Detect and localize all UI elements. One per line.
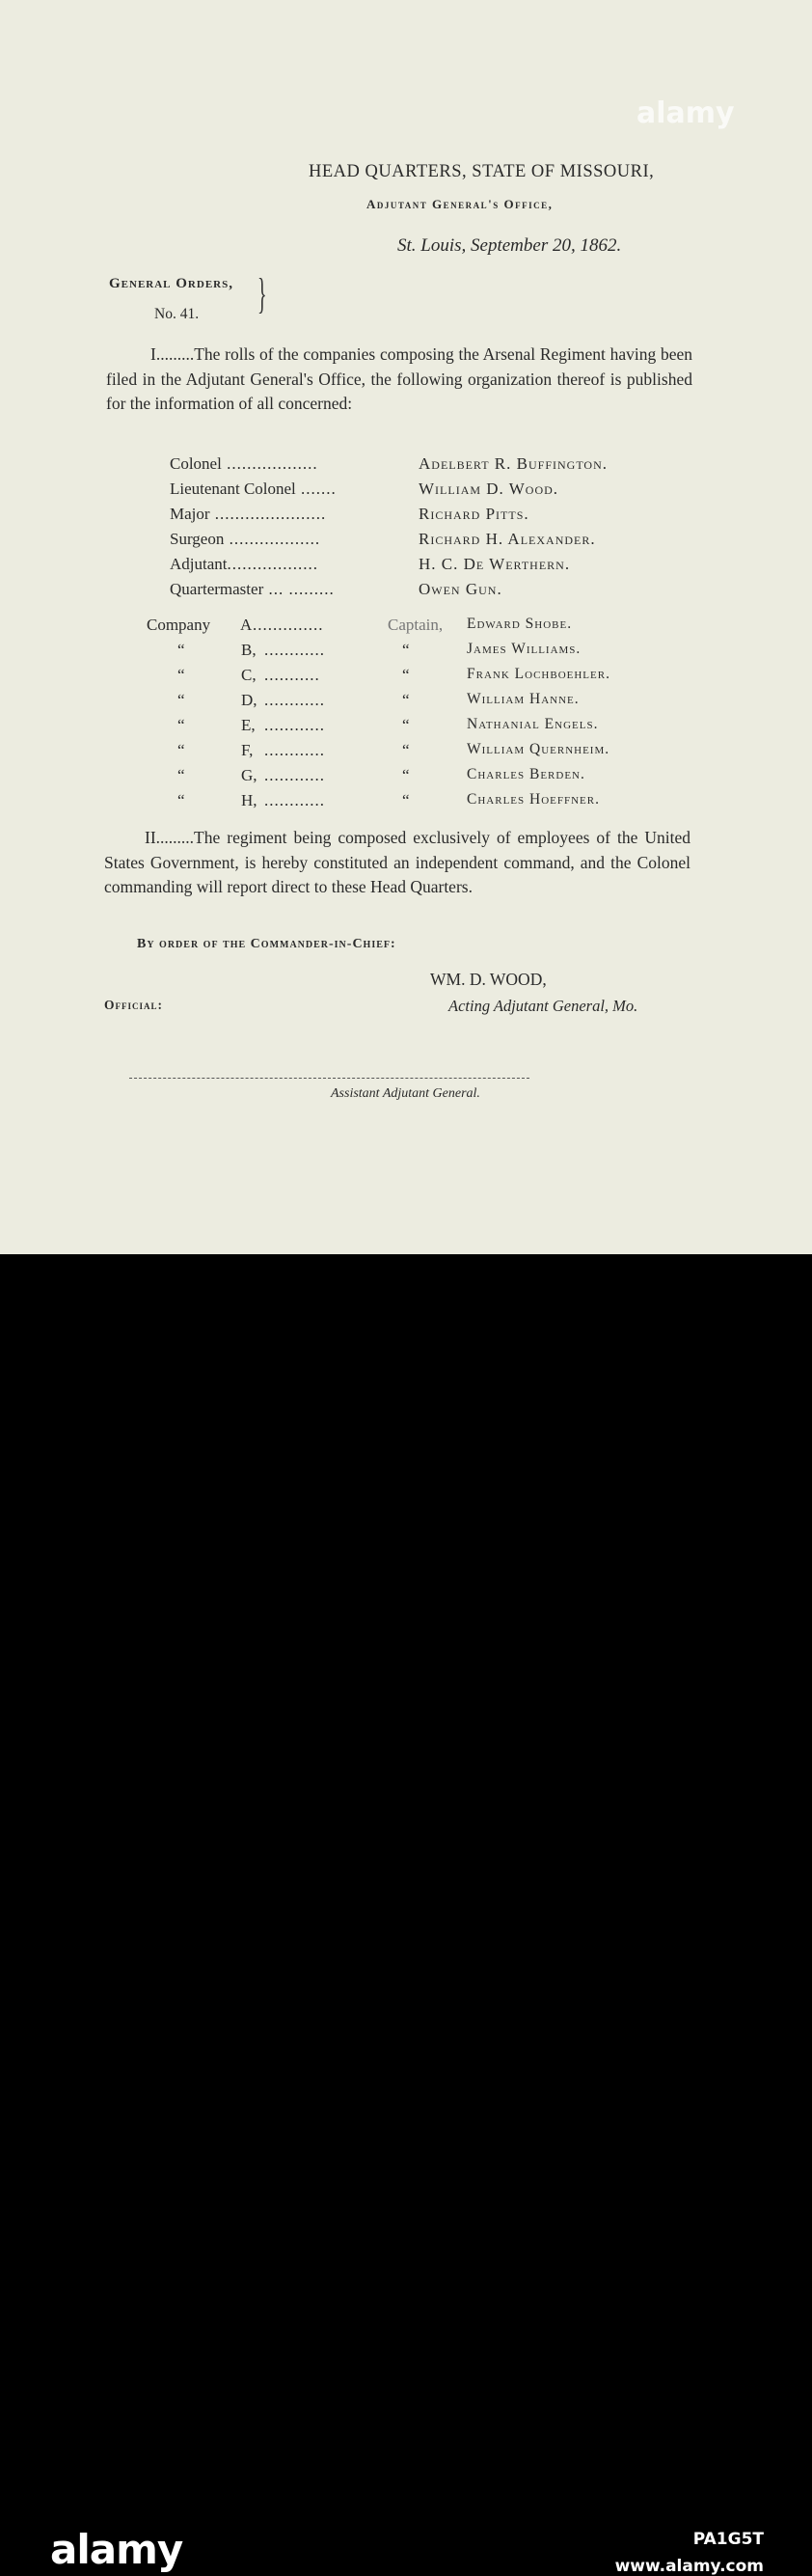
captain-name: Edward Shobe.: [467, 616, 573, 632]
ditto-mark: “: [177, 641, 185, 659]
headquarters-title: HEAD QUARTERS, STATE OF MISSOURI,: [309, 162, 655, 181]
officer-title: Lieutenant Colonel: [170, 480, 296, 498]
general-orders-label: General Orders,: [109, 276, 233, 291]
officer-row: [170, 480, 337, 499]
leader-dots: ..................: [221, 454, 318, 473]
by-order-line: By order of the Commander-in-Chief:: [137, 937, 396, 951]
leader-dots: ............: [264, 716, 325, 734]
signer-name: WM. D. WOOD,: [430, 970, 547, 989]
leader-dots: ............: [264, 791, 325, 809]
officer-row: [170, 555, 318, 574]
officer-title: Surgeon: [170, 530, 225, 548]
company-letter: H,: [241, 791, 257, 809]
company-letter: A: [240, 616, 253, 634]
captain-name: William Quernheim.: [467, 741, 610, 757]
document-page: [0, 0, 812, 1254]
stock-footer-bar: [0, 1254, 812, 2576]
captain-label: Captain,: [388, 616, 444, 634]
paragraph-one: [106, 343, 692, 417]
paragraph-two-text: The regiment being composed exclusively of employees of the United States Government, is hereby constituted an independent command, and the Colonel commanding will report direct to these Head Quarters.: [104, 828, 690, 896]
leader-dots: ..............: [253, 616, 324, 634]
paragraph-one-text: The rolls of the companies composing the Arsenal Regiment having been filed in the Adjutant General's Office, the following organization thereof is published for the information of all concerned:: [106, 344, 692, 413]
leader-dots: ............: [264, 641, 325, 659]
site-url: www.alamy.com: [614, 2557, 764, 2576]
officer-row: [170, 530, 320, 549]
ditto-mark: “: [177, 716, 185, 734]
ditto-mark: “: [402, 741, 410, 759]
officer-name: Owen Gun.: [419, 580, 502, 598]
company-label: Company: [147, 616, 211, 634]
officer-name: Adelbert R. Buffington.: [419, 454, 609, 473]
officer-row: [170, 505, 326, 524]
captain-name: Charles Hoeffner.: [467, 791, 600, 808]
order-number: No. 41.: [154, 306, 200, 322]
ditto-mark: “: [177, 791, 185, 809]
office-subtitle: Adjutant General's Office,: [366, 197, 554, 211]
officer-title: Quartermaster: [170, 580, 264, 598]
leader-dots: .......: [295, 480, 337, 498]
company-letter: E,: [241, 716, 256, 734]
officer-row: [170, 454, 318, 474]
ditto-mark: “: [177, 766, 185, 784]
captain-name: Nathanial Engels.: [467, 716, 599, 732]
image-id: PA1G5T: [692, 2530, 764, 2549]
company-letter: C,: [241, 666, 257, 684]
signer-title: Acting Adjutant General, Mo.: [448, 997, 638, 1015]
officer-title: Adjutant: [170, 555, 228, 573]
officer-name: H. C. De Werthern.: [419, 555, 571, 573]
ditto-mark: “: [402, 791, 410, 809]
captain-name: Frank Lochboehler.: [467, 666, 610, 682]
ditto-mark: “: [402, 716, 410, 734]
signature-line: [129, 1078, 529, 1079]
officer-name: Richard Pitts.: [419, 505, 529, 523]
company-letter: D,: [241, 691, 257, 709]
ditto-mark: “: [177, 741, 185, 759]
leader-dots: ............: [264, 741, 325, 759]
company-letter: F,: [241, 741, 254, 759]
ditto-mark: “: [402, 641, 410, 659]
leader-dots: ... .........: [263, 580, 335, 598]
brace-icon: }: [257, 270, 267, 317]
paragraph-two: [104, 826, 690, 900]
leader-dots: ............: [264, 691, 325, 709]
alamy-logo: alamy: [50, 2526, 183, 2573]
watermark-logo: alamy: [636, 96, 735, 130]
officer-name: Richard H. Alexander.: [419, 530, 596, 548]
official-label: Official:: [104, 998, 163, 1012]
officer-title: Major: [170, 505, 210, 523]
leader-dots: ............: [264, 766, 325, 784]
date-line: St. Louis, September 20, 1862.: [397, 235, 622, 256]
ditto-mark: “: [402, 766, 410, 784]
ditto-mark: “: [177, 666, 185, 684]
captain-name: James Williams.: [467, 641, 582, 657]
officer-name: William D. Wood.: [419, 480, 559, 498]
captain-name: Charles Berden.: [467, 766, 585, 782]
leader-dots: ...........: [264, 666, 320, 684]
paragraph-one-numeral: I.........: [150, 344, 195, 364]
officer-title: Colonel: [170, 454, 222, 473]
company-letter: B,: [241, 641, 257, 659]
ditto-mark: “: [177, 691, 185, 709]
officer-row: [170, 580, 335, 599]
ditto-mark: “: [402, 666, 410, 684]
leader-dots: ......................: [209, 505, 327, 523]
leader-dots: ..................: [224, 530, 321, 548]
ditto-mark: “: [402, 691, 410, 709]
assistant-title: Assistant Adjutant General.: [331, 1086, 480, 1101]
captain-name: William Hanne.: [467, 691, 580, 707]
leader-dots: ..................: [227, 555, 318, 573]
company-letter: G,: [241, 766, 257, 784]
paragraph-two-numeral: II.........: [145, 828, 195, 847]
